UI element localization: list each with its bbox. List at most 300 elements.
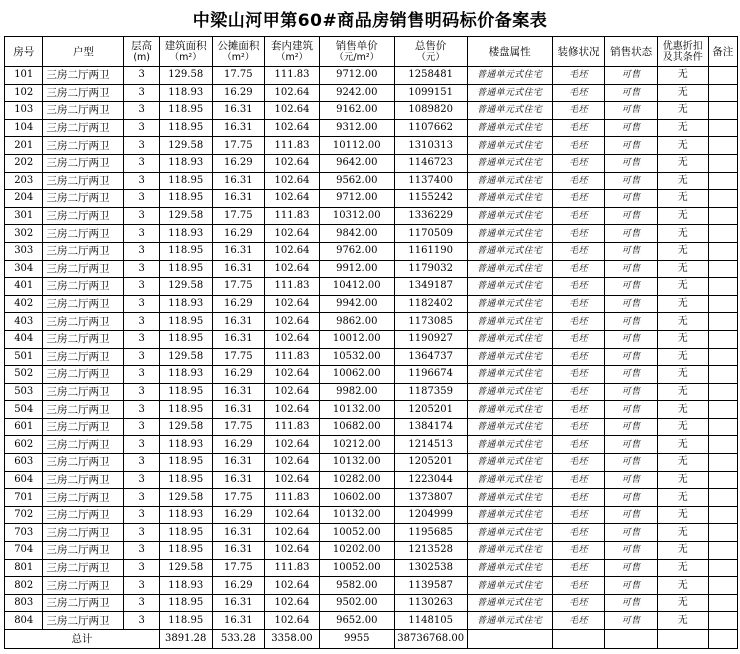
cell-shared-area: 16.31 — [212, 172, 265, 190]
cell-build-area: 118.95 — [159, 119, 212, 137]
cell-room: 101 — [5, 67, 43, 85]
cell-room: 403 — [5, 313, 43, 331]
cell-type: 三房二厅两卫 — [43, 84, 124, 102]
cell-type: 三房二厅两卫 — [43, 542, 124, 560]
cell-status: 可售 — [605, 102, 658, 120]
cell-remark — [708, 242, 737, 260]
table-row — [5, 313, 738, 331]
cell-inner-area: 111.83 — [265, 278, 320, 296]
cell-decoration: 毛坯 — [552, 577, 605, 595]
cell-shared-area: 16.29 — [212, 295, 265, 313]
cell-shared-area: 16.31 — [212, 313, 265, 331]
cell-total-price: 1173085 — [394, 313, 467, 331]
cell-build-area: 129.58 — [159, 207, 212, 225]
cell-inner-area: 111.83 — [265, 207, 320, 225]
header-row — [5, 37, 738, 67]
cell-type: 三房二厅两卫 — [43, 366, 124, 384]
cell-remark — [708, 330, 737, 348]
cell-unit-price: 9712.00 — [319, 190, 394, 208]
cell-type: 三房二厅两卫 — [43, 471, 124, 489]
cell-inner-area: 102.64 — [265, 577, 320, 595]
cell-remark — [708, 454, 737, 472]
table-row — [5, 524, 738, 542]
cell-inner-area: 102.64 — [265, 330, 320, 348]
cell-discount: 无 — [657, 295, 708, 313]
cell-remark — [708, 577, 737, 595]
cell-type: 三房二厅两卫 — [43, 295, 124, 313]
cell-property: 普通单元式住宅 — [467, 506, 552, 524]
cell-room: 204 — [5, 190, 43, 208]
cell-discount: 无 — [657, 366, 708, 384]
cell-status: 可售 — [605, 612, 658, 630]
cell-discount: 无 — [657, 594, 708, 612]
cell-total-price: 1190927 — [394, 330, 467, 348]
cell-status: 可售 — [605, 524, 658, 542]
cell-remark — [708, 348, 737, 366]
cell-discount: 无 — [657, 489, 708, 507]
cell-total-price: 1170509 — [394, 225, 467, 243]
cell-total-price: 1302538 — [394, 559, 467, 577]
cell-inner-area: 102.64 — [265, 524, 320, 542]
cell-room: 302 — [5, 225, 43, 243]
cell-inner-area: 111.83 — [265, 67, 320, 85]
cell-decoration: 毛坯 — [552, 454, 605, 472]
cell-remark — [708, 489, 737, 507]
header-property: 楼盘属性 — [467, 37, 552, 67]
cell-property: 普通单元式住宅 — [467, 577, 552, 595]
cell-shared-area: 17.75 — [212, 418, 265, 436]
cell-shared-area: 16.31 — [212, 330, 265, 348]
cell-unit-price: 10412.00 — [319, 278, 394, 296]
cell-total-price: 1204999 — [394, 506, 467, 524]
cell-decoration: 毛坯 — [552, 330, 605, 348]
cell-decoration: 毛坯 — [552, 348, 605, 366]
cell-unit-price: 10052.00 — [319, 559, 394, 577]
cell-room: 602 — [5, 436, 43, 454]
cell-total-price: 1146723 — [394, 154, 467, 172]
cell-unit-price: 9242.00 — [319, 84, 394, 102]
cell-discount: 无 — [657, 119, 708, 137]
cell-shared-area: 16.31 — [212, 119, 265, 137]
cell-discount: 无 — [657, 225, 708, 243]
cell-decoration: 毛坯 — [552, 489, 605, 507]
cell-floor-height: 3 — [124, 242, 159, 260]
table-row — [5, 154, 738, 172]
cell-floor-height: 3 — [124, 401, 159, 419]
cell-room: 401 — [5, 278, 43, 296]
cell-type: 三房二厅两卫 — [43, 612, 124, 630]
cell-build-area: 118.93 — [159, 225, 212, 243]
cell-decoration: 毛坯 — [552, 401, 605, 419]
cell-remark — [708, 137, 737, 155]
cell-property: 普通单元式住宅 — [467, 454, 552, 472]
cell-build-area: 118.95 — [159, 401, 212, 419]
cell-status: 可售 — [605, 436, 658, 454]
totals-inner-area: 3358.00 — [265, 630, 320, 649]
cell-property: 普通单元式住宅 — [467, 260, 552, 278]
cell-remark — [708, 383, 737, 401]
header-decoration: 装修状况 — [552, 37, 605, 67]
cell-status: 可售 — [605, 594, 658, 612]
cell-room: 102 — [5, 84, 43, 102]
cell-shared-area: 16.31 — [212, 260, 265, 278]
cell-remark — [708, 67, 737, 85]
cell-decoration: 毛坯 — [552, 506, 605, 524]
cell-inner-area: 111.83 — [265, 559, 320, 577]
totals-empty-4 — [657, 630, 708, 649]
cell-floor-height: 3 — [124, 330, 159, 348]
cell-property: 普通单元式住宅 — [467, 383, 552, 401]
cell-total-price: 1384174 — [394, 418, 467, 436]
cell-decoration: 毛坯 — [552, 418, 605, 436]
cell-property: 普通单元式住宅 — [467, 594, 552, 612]
cell-inner-area: 102.64 — [265, 295, 320, 313]
cell-total-price: 1205201 — [394, 454, 467, 472]
cell-inner-area: 102.64 — [265, 119, 320, 137]
cell-remark — [708, 190, 737, 208]
cell-room: 803 — [5, 594, 43, 612]
cell-property: 普通单元式住宅 — [467, 137, 552, 155]
cell-type: 三房二厅两卫 — [43, 577, 124, 595]
cell-shared-area: 17.75 — [212, 207, 265, 225]
cell-decoration: 毛坯 — [552, 172, 605, 190]
cell-build-area: 118.93 — [159, 366, 212, 384]
cell-type: 三房二厅两卫 — [43, 418, 124, 436]
cell-floor-height: 3 — [124, 524, 159, 542]
cell-floor-height: 3 — [124, 154, 159, 172]
cell-total-price: 1258481 — [394, 67, 467, 85]
cell-remark — [708, 225, 737, 243]
cell-type: 三房二厅两卫 — [43, 278, 124, 296]
cell-inner-area: 102.64 — [265, 102, 320, 120]
cell-type: 三房二厅两卫 — [43, 559, 124, 577]
cell-shared-area: 17.75 — [212, 67, 265, 85]
cell-floor-height: 3 — [124, 489, 159, 507]
cell-property: 普通单元式住宅 — [467, 225, 552, 243]
cell-room: 802 — [5, 577, 43, 595]
cell-inner-area: 111.83 — [265, 489, 320, 507]
cell-discount: 无 — [657, 401, 708, 419]
cell-room: 704 — [5, 542, 43, 560]
table-row — [5, 225, 738, 243]
table-row — [5, 348, 738, 366]
cell-type: 三房二厅两卫 — [43, 506, 124, 524]
cell-room: 503 — [5, 383, 43, 401]
cell-unit-price: 10012.00 — [319, 330, 394, 348]
header-room: 房号 — [5, 37, 43, 67]
cell-unit-price: 9982.00 — [319, 383, 394, 401]
totals-empty-5 — [708, 630, 737, 649]
cell-status: 可售 — [605, 84, 658, 102]
cell-total-price: 1195685 — [394, 524, 467, 542]
cell-status: 可售 — [605, 172, 658, 190]
totals-row — [5, 630, 738, 649]
cell-type: 三房二厅两卫 — [43, 154, 124, 172]
cell-unit-price: 10312.00 — [319, 207, 394, 225]
cell-type: 三房二厅两卫 — [43, 330, 124, 348]
cell-decoration: 毛坯 — [552, 207, 605, 225]
cell-decoration: 毛坯 — [552, 594, 605, 612]
table-row — [5, 278, 738, 296]
cell-unit-price: 10282.00 — [319, 471, 394, 489]
cell-build-area: 118.95 — [159, 471, 212, 489]
cell-decoration: 毛坯 — [552, 225, 605, 243]
cell-decoration: 毛坯 — [552, 154, 605, 172]
cell-property: 普通单元式住宅 — [467, 418, 552, 436]
cell-floor-height: 3 — [124, 506, 159, 524]
cell-unit-price: 10602.00 — [319, 489, 394, 507]
cell-type: 三房二厅两卫 — [43, 172, 124, 190]
cell-decoration: 毛坯 — [552, 84, 605, 102]
cell-build-area: 129.58 — [159, 137, 212, 155]
table-row — [5, 242, 738, 260]
cell-discount: 无 — [657, 577, 708, 595]
cell-property: 普通单元式住宅 — [467, 524, 552, 542]
cell-build-area: 118.95 — [159, 313, 212, 331]
cell-build-area: 118.93 — [159, 577, 212, 595]
cell-property: 普通单元式住宅 — [467, 313, 552, 331]
cell-status: 可售 — [605, 313, 658, 331]
cell-floor-height: 3 — [124, 612, 159, 630]
cell-room: 502 — [5, 366, 43, 384]
cell-shared-area: 17.75 — [212, 489, 265, 507]
cell-unit-price: 9312.00 — [319, 119, 394, 137]
cell-unit-price: 9642.00 — [319, 154, 394, 172]
cell-floor-height: 3 — [124, 137, 159, 155]
cell-status: 可售 — [605, 295, 658, 313]
cell-room: 404 — [5, 330, 43, 348]
cell-shared-area: 16.29 — [212, 577, 265, 595]
totals-empty-3 — [605, 630, 658, 649]
cell-remark — [708, 278, 737, 296]
cell-unit-price: 10112.00 — [319, 137, 394, 155]
header-unit-price: 销售单价 （元/m²） — [319, 37, 394, 67]
cell-room: 203 — [5, 172, 43, 190]
cell-status: 可售 — [605, 559, 658, 577]
cell-property: 普通单元式住宅 — [467, 330, 552, 348]
cell-unit-price: 10062.00 — [319, 366, 394, 384]
header-build-area: 建筑面积 （m²） — [159, 37, 212, 67]
table-row — [5, 471, 738, 489]
cell-property: 普通单元式住宅 — [467, 401, 552, 419]
cell-unit-price: 10052.00 — [319, 524, 394, 542]
cell-discount: 无 — [657, 454, 708, 472]
cell-room: 402 — [5, 295, 43, 313]
cell-type: 三房二厅两卫 — [43, 102, 124, 120]
cell-status: 可售 — [605, 242, 658, 260]
cell-discount: 无 — [657, 559, 708, 577]
cell-remark — [708, 119, 737, 137]
cell-discount: 无 — [657, 313, 708, 331]
cell-remark — [708, 102, 737, 120]
cell-discount: 无 — [657, 436, 708, 454]
cell-unit-price: 10132.00 — [319, 506, 394, 524]
cell-build-area: 118.93 — [159, 154, 212, 172]
cell-inner-area: 102.64 — [265, 506, 320, 524]
cell-room: 703 — [5, 524, 43, 542]
cell-unit-price: 9942.00 — [319, 295, 394, 313]
cell-build-area: 129.58 — [159, 67, 212, 85]
table-row — [5, 190, 738, 208]
cell-floor-height: 3 — [124, 577, 159, 595]
cell-discount: 无 — [657, 278, 708, 296]
cell-room: 202 — [5, 154, 43, 172]
cell-inner-area: 102.64 — [265, 172, 320, 190]
cell-type: 三房二厅两卫 — [43, 225, 124, 243]
cell-shared-area: 16.31 — [212, 242, 265, 260]
cell-build-area: 118.93 — [159, 295, 212, 313]
cell-room: 804 — [5, 612, 43, 630]
cell-total-price: 1336229 — [394, 207, 467, 225]
cell-build-area: 118.95 — [159, 454, 212, 472]
table-row — [5, 366, 738, 384]
cell-status: 可售 — [605, 401, 658, 419]
cell-remark — [708, 612, 737, 630]
cell-status: 可售 — [605, 278, 658, 296]
cell-total-price: 1213528 — [394, 542, 467, 560]
table-row — [5, 401, 738, 419]
cell-unit-price: 9652.00 — [319, 612, 394, 630]
header-total-price: 总售价 （元） — [394, 37, 467, 67]
cell-total-price: 1310313 — [394, 137, 467, 155]
table-row — [5, 594, 738, 612]
cell-build-area: 118.95 — [159, 242, 212, 260]
table-row — [5, 436, 738, 454]
cell-status: 可售 — [605, 260, 658, 278]
cell-discount: 无 — [657, 506, 708, 524]
cell-build-area: 129.58 — [159, 418, 212, 436]
cell-shared-area: 16.31 — [212, 612, 265, 630]
cell-status: 可售 — [605, 489, 658, 507]
cell-total-price: 1099151 — [394, 84, 467, 102]
cell-room: 201 — [5, 137, 43, 155]
totals-shared-area: 533.28 — [212, 630, 265, 649]
cell-discount: 无 — [657, 330, 708, 348]
cell-unit-price: 10132.00 — [319, 401, 394, 419]
cell-room: 504 — [5, 401, 43, 419]
cell-decoration: 毛坯 — [552, 612, 605, 630]
cell-type: 三房二厅两卫 — [43, 190, 124, 208]
cell-inner-area: 102.64 — [265, 612, 320, 630]
cell-remark — [708, 524, 737, 542]
cell-floor-height: 3 — [124, 436, 159, 454]
cell-shared-area: 16.31 — [212, 383, 265, 401]
table-row — [5, 137, 738, 155]
table-row — [5, 454, 738, 472]
cell-shared-area: 17.75 — [212, 559, 265, 577]
cell-status: 可售 — [605, 383, 658, 401]
cell-property: 普通单元式住宅 — [467, 366, 552, 384]
cell-room: 303 — [5, 242, 43, 260]
cell-shared-area: 16.29 — [212, 366, 265, 384]
cell-type: 三房二厅两卫 — [43, 348, 124, 366]
cell-discount: 无 — [657, 84, 708, 102]
cell-property: 普通单元式住宅 — [467, 278, 552, 296]
cell-discount: 无 — [657, 67, 708, 85]
cell-build-area: 118.93 — [159, 84, 212, 102]
cell-room: 603 — [5, 454, 43, 472]
cell-discount: 无 — [657, 542, 708, 560]
page-title: 中梁山河甲第60#商品房销售明码标价备案表 — [192, 11, 548, 31]
cell-shared-area: 16.29 — [212, 436, 265, 454]
cell-decoration: 毛坯 — [552, 137, 605, 155]
cell-build-area: 129.58 — [159, 559, 212, 577]
cell-total-price: 1364737 — [394, 348, 467, 366]
cell-shared-area: 17.75 — [212, 348, 265, 366]
cell-discount: 无 — [657, 154, 708, 172]
cell-total-price: 1223044 — [394, 471, 467, 489]
cell-build-area: 129.58 — [159, 348, 212, 366]
cell-type: 三房二厅两卫 — [43, 119, 124, 137]
cell-build-area: 118.95 — [159, 190, 212, 208]
cell-total-price: 1196674 — [394, 366, 467, 384]
table-row — [5, 67, 738, 85]
cell-inner-area: 102.64 — [265, 242, 320, 260]
cell-shared-area: 16.29 — [212, 84, 265, 102]
cell-unit-price: 9842.00 — [319, 225, 394, 243]
table-row — [5, 207, 738, 225]
cell-type: 三房二厅两卫 — [43, 67, 124, 85]
cell-floor-height: 3 — [124, 225, 159, 243]
cell-total-price: 1161190 — [394, 242, 467, 260]
cell-total-price: 1179032 — [394, 260, 467, 278]
cell-total-price: 1182402 — [394, 295, 467, 313]
cell-decoration: 毛坯 — [552, 366, 605, 384]
cell-total-price: 1137400 — [394, 172, 467, 190]
cell-property: 普通单元式住宅 — [467, 348, 552, 366]
cell-remark — [708, 207, 737, 225]
cell-build-area: 129.58 — [159, 278, 212, 296]
cell-discount: 无 — [657, 242, 708, 260]
cell-status: 可售 — [605, 348, 658, 366]
cell-floor-height: 3 — [124, 102, 159, 120]
cell-inner-area: 102.64 — [265, 594, 320, 612]
cell-type: 三房二厅两卫 — [43, 594, 124, 612]
cell-decoration: 毛坯 — [552, 295, 605, 313]
cell-shared-area: 17.75 — [212, 278, 265, 296]
table-row — [5, 418, 738, 436]
cell-type: 三房二厅两卫 — [43, 207, 124, 225]
table-row — [5, 260, 738, 278]
cell-type: 三房二厅两卫 — [43, 242, 124, 260]
cell-build-area: 118.93 — [159, 506, 212, 524]
cell-inner-area: 111.83 — [265, 348, 320, 366]
cell-room: 801 — [5, 559, 43, 577]
cell-unit-price: 9562.00 — [319, 172, 394, 190]
cell-floor-height: 3 — [124, 348, 159, 366]
cell-unit-price: 9712.00 — [319, 67, 394, 85]
cell-remark — [708, 542, 737, 560]
cell-floor-height: 3 — [124, 67, 159, 85]
cell-type: 三房二厅两卫 — [43, 524, 124, 542]
cell-shared-area: 16.29 — [212, 154, 265, 172]
cell-property: 普通单元式住宅 — [467, 119, 552, 137]
cell-inner-area: 111.83 — [265, 418, 320, 436]
cell-inner-area: 102.64 — [265, 154, 320, 172]
cell-shared-area: 16.31 — [212, 524, 265, 542]
cell-type: 三房二厅两卫 — [43, 313, 124, 331]
cell-build-area: 118.95 — [159, 102, 212, 120]
cell-total-price: 1148105 — [394, 612, 467, 630]
cell-remark — [708, 84, 737, 102]
cell-room: 701 — [5, 489, 43, 507]
cell-decoration: 毛坯 — [552, 436, 605, 454]
cell-remark — [708, 418, 737, 436]
cell-total-price: 1214513 — [394, 436, 467, 454]
cell-property: 普通单元式住宅 — [467, 67, 552, 85]
cell-unit-price: 10682.00 — [319, 418, 394, 436]
cell-build-area: 118.95 — [159, 594, 212, 612]
